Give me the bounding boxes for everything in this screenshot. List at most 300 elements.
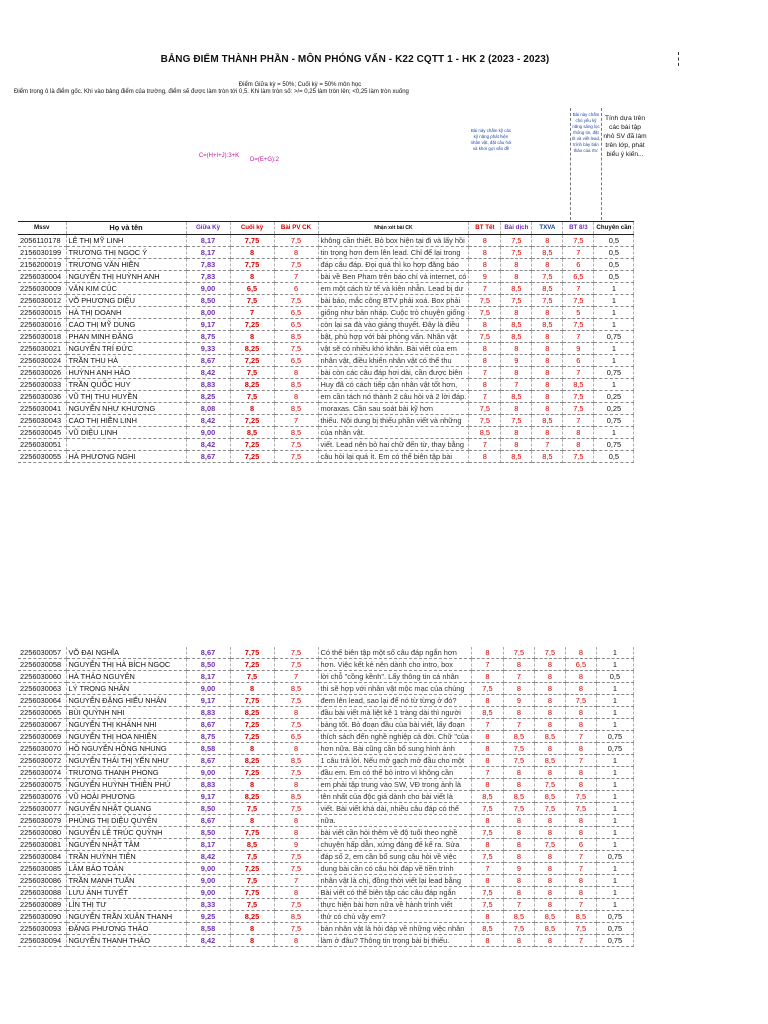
nhan-xet-text: viết. Bài viết khá dài, nhiều câu đáp có thể: [318, 803, 471, 815]
bt-83-score: 8: [565, 719, 596, 731]
student-id: 2256030077: [18, 803, 66, 815]
chuyen-can-score: 0,25: [594, 403, 634, 415]
chuyen-can-score: 1: [596, 827, 633, 839]
chuyen-can-score: 1: [596, 863, 633, 875]
txva-score: 8: [534, 851, 565, 863]
bai-pv-score: 8: [274, 779, 318, 791]
bai-dich-score: 8: [503, 839, 534, 851]
student-name: LÌN THỊ TƯ: [66, 899, 186, 911]
bt-83-score: 7: [565, 755, 596, 767]
table-row: [18, 367, 634, 379]
chuyen-can-score: 1: [596, 839, 633, 851]
student-name: NGUYỄN NHẬT QUANG: [66, 803, 186, 815]
bt-tet-score: 7,5: [471, 683, 503, 695]
chuyen-can-score: 1: [596, 767, 633, 779]
table-row: [18, 259, 634, 271]
giua-ky-score: 8,67: [186, 755, 230, 767]
table-row: [18, 427, 634, 439]
table-row: [18, 247, 634, 259]
giua-ky-score: 9,00: [186, 887, 230, 899]
student-id: 2256030026: [18, 367, 66, 379]
bai-pv-score: 7,5: [274, 695, 318, 707]
student-name: ĐẶNG PHƯƠNG THẢO: [66, 923, 186, 935]
bai-dich-score: 8,5: [501, 319, 532, 331]
table-row: [18, 283, 634, 295]
bai-pv-score: 8,5: [274, 403, 318, 415]
table-row: [18, 923, 633, 935]
bt-83-score: 8: [565, 815, 596, 827]
student-id: 2256030069: [18, 731, 66, 743]
student-id: 2256030088: [18, 887, 66, 899]
txva-score: 8,5: [532, 415, 563, 427]
cuoi-ky-score: 7,25: [230, 863, 274, 875]
table-row: [18, 439, 634, 451]
bai-dich-score: 7,5: [501, 247, 532, 259]
nhan-xet-text: Có thể biên tập một số câu đáp ngắn hơn: [318, 647, 471, 659]
bt-83-score: 7,5: [563, 451, 594, 463]
cuoi-ky-score: 8: [230, 779, 274, 791]
bt-tet-score: 8: [471, 815, 503, 827]
student-name: PHAN MINH ĐĂNG: [66, 331, 186, 343]
chuyen-can-score: 1: [594, 295, 634, 307]
bai-dich-score: 8,5: [501, 391, 532, 403]
bai-dich-score: 8: [503, 683, 534, 695]
bai-dich-score: 8: [503, 779, 534, 791]
student-id: 2256030018: [18, 331, 66, 343]
nhan-xet-text: tên nhất của độc giả dành cho bài viết là: [318, 791, 471, 803]
student-id: 2256030057: [18, 647, 66, 659]
table-row: [18, 743, 633, 755]
txva-score: 8: [534, 815, 565, 827]
txva-score: 8: [534, 659, 565, 671]
bt-83-score: 6: [565, 839, 596, 851]
header-mssv: Mssv: [18, 222, 66, 235]
cuoi-ky-score: 8: [230, 923, 274, 935]
giua-ky-score: 8,42: [186, 367, 230, 379]
giua-ky-score: 9,33: [186, 343, 230, 355]
giua-ky-score: 8,75: [186, 331, 230, 343]
bai-dich-score: 8,5: [501, 451, 532, 463]
bt-tet-score: 8: [471, 731, 503, 743]
student-name: TRƯƠNG VĂN HIỀN: [66, 259, 186, 271]
bt-tet-score: 8,5: [471, 707, 503, 719]
student-name: TRƯƠNG THANH PHONG: [66, 767, 186, 779]
giua-ky-score: 8,83: [186, 379, 230, 391]
giua-ky-score: 9,00: [186, 875, 230, 887]
table-row: [18, 403, 634, 415]
bai-dich-score: 8: [503, 875, 534, 887]
bai-pv-score: 8,5: [274, 379, 318, 391]
bt-83-score: 8: [563, 427, 594, 439]
giua-ky-score: 9,00: [186, 427, 230, 439]
subtitle-weights: Điểm Giữa kỳ = 50%; Cuối kỳ = 50% môn học: [238, 82, 362, 88]
student-id: 2256030079: [18, 815, 66, 827]
student-id: 2256030080: [18, 827, 66, 839]
bai-dich-score: 7,5: [501, 415, 532, 427]
cuoi-ky-score: 7,25: [230, 451, 274, 463]
nhan-xet-text: thử có chủ vậy em?: [318, 911, 471, 923]
student-name: LÂM BẢO TOÀN: [66, 863, 186, 875]
cuoi-ky-score: 7,75: [230, 235, 274, 247]
table-row: [18, 343, 634, 355]
table-row: [18, 755, 633, 767]
nhan-xet-text: tin trọng hơn đem lên lead. Chỉ để lại trong: [318, 247, 469, 259]
student-id: 2256030033: [18, 379, 66, 391]
table-row: [18, 379, 634, 391]
txva-score: 8: [534, 671, 565, 683]
txva-score: 7,5: [534, 647, 565, 659]
txva-score: 8: [532, 259, 563, 271]
chuyen-can-score: 1: [596, 899, 633, 911]
giua-ky-score: 8,33: [186, 899, 230, 911]
chuyen-can-score: 0,75: [594, 415, 634, 427]
table-row: [18, 707, 633, 719]
nhan-xet-text: nữa.: [318, 815, 471, 827]
chuyen-can-score: 1: [596, 659, 633, 671]
bt-tet-score: 7: [469, 283, 501, 295]
student-name: NGUYỄN THỊ HÀ BÍCH NGỌC: [66, 659, 186, 671]
student-name: HÀ THẢO NGUYÊN: [66, 671, 186, 683]
bai-dich-score: 7: [501, 379, 532, 391]
txva-score: 7,5: [532, 271, 563, 283]
cuoi-ky-score: 7,5: [230, 899, 274, 911]
cuoi-ky-score: 7,5: [230, 875, 274, 887]
giua-ky-score: 8,50: [186, 659, 230, 671]
bt-tet-score: 7: [469, 439, 501, 451]
bai-dich-score: 7,5: [503, 803, 534, 815]
student-name: VŨ DIỆU LINH: [66, 427, 186, 439]
bai-dich-score: 7,5: [503, 923, 534, 935]
table-row: [18, 695, 633, 707]
chuyen-can-score: 0,25: [594, 391, 634, 403]
txva-score: 8,5: [534, 791, 565, 803]
txva-score: 8: [534, 887, 565, 899]
txva-score: 8,5: [532, 319, 563, 331]
bt-83-score: 8: [565, 827, 596, 839]
nhan-xet-text: làm ở đâu? Thông tin trọng bài bị thiếu.: [318, 935, 471, 947]
bt-83-score: 7,5: [563, 391, 594, 403]
bt-83-score: 7,5: [563, 235, 594, 247]
bt-83-score: 8: [565, 875, 596, 887]
student-id: 2256030043: [18, 415, 66, 427]
giua-ky-score: 8,42: [186, 439, 230, 451]
txva-score: 8: [534, 719, 565, 731]
txva-score: 8: [534, 935, 565, 947]
nhan-xet-text: bảng tốt. Bỏ đoạn đầu của bài viết, lấy đoạn: [318, 719, 471, 731]
bai-pv-score: 8: [274, 367, 318, 379]
txva-score: 8: [532, 391, 563, 403]
table-row: [18, 683, 633, 695]
cuoi-ky-score: 7,25: [230, 731, 274, 743]
bt-83-score: 8,5: [563, 379, 594, 391]
bai-dich-score: 8,5: [501, 283, 532, 295]
bai-pv-score: 7,5: [274, 851, 318, 863]
bt-tet-score: 7,5: [471, 803, 503, 815]
nhan-xet-text: bài báo, mắc công BTV phải xoá. Box phải: [318, 295, 469, 307]
bt-tet-score: 8,5: [471, 791, 503, 803]
bai-pv-score: 7: [274, 671, 318, 683]
student-name: NGUYỄN THÁI THỊ YẾN NHƯ: [66, 755, 186, 767]
student-name: NGUYỄN ĐẶNG HIẾU NHÂN: [66, 695, 186, 707]
nhan-xet-text: chuyện hấp dẫn, xứng đáng để kể ra. Sửa: [318, 839, 471, 851]
student-id: 2256030060: [18, 671, 66, 683]
student-id: 2256030036: [18, 391, 66, 403]
bai-pv-score: 8: [274, 887, 318, 899]
bt-83-score: 7: [563, 367, 594, 379]
student-name: PHÙNG THỊ DIỆU QUYÊN: [66, 815, 186, 827]
nhan-xet-text: nhân vật là chị, đồng thời viết lại lead bằng: [318, 875, 471, 887]
subtitle-rounding: Điểm trong ô là điểm gốc. Khi vào bảng điểm của trường, điểm sẽ được làm tròn tới 0,5. Khi làm tròn số: >/= 0,25 làm tròn lên; <0,25 làm tròn xuống: [14, 89, 409, 95]
cuoi-ky-score: 7,75: [230, 827, 274, 839]
nhan-xet-text: bài còn các câu đáp hơi dài, cần được biên: [318, 367, 469, 379]
nhan-xet-text: đem lên lead, sao lại để nó từ từng ở đó?: [318, 695, 471, 707]
nhan-xet-text: hơn. Việc kết kẻ nên dành cho intro, box: [318, 659, 471, 671]
student-id: 2256030086: [18, 875, 66, 887]
bai-dich-score: 8: [503, 815, 534, 827]
note-bt-tet: Bài này chấm kỹ các kỹ năng phát hiện nhân vật, đặt câu hỏi và khơi gợi vấn đề: [470, 128, 512, 151]
student-name: [66, 439, 186, 451]
bai-pv-score: 8,5: [274, 755, 318, 767]
bt-tet-score: 7,5: [469, 403, 501, 415]
bai-dich-score: 9: [503, 863, 534, 875]
cuoi-ky-score: 8,25: [230, 343, 274, 355]
bai-pv-score: 7,5: [274, 719, 318, 731]
bt-83-score: 7,5: [565, 695, 596, 707]
chuyen-can-score: 0,5: [594, 235, 634, 247]
student-id: 2256030081: [18, 839, 66, 851]
cuoi-ky-score: 7,25: [230, 355, 274, 367]
txva-score: 8: [534, 707, 565, 719]
txva-score: 8: [534, 683, 565, 695]
bt-83-score: 7,5: [563, 403, 594, 415]
bai-pv-score: 7,5: [274, 343, 318, 355]
student-name: NGUYỄN THANH THẢO: [66, 935, 186, 947]
cuoi-ky-score: 7,25: [230, 659, 274, 671]
nhan-xet-text: bật, phù hợp với bài phỏng vấn. Nhân vật: [318, 331, 469, 343]
formula-c: C=(H+I+J):3+K: [198, 153, 240, 159]
student-name: NGUYỄN NHƯ KHƯƠNG: [66, 403, 186, 415]
giua-ky-score: 8,17: [186, 247, 230, 259]
giua-ky-score: 9,17: [186, 319, 230, 331]
giua-ky-score: 8,50: [186, 295, 230, 307]
chuyen-can-score: 1: [594, 283, 634, 295]
nhan-xet-text: 1 câu trả lời. Nếu mở gạch mở đầu cho một: [318, 755, 471, 767]
bai-dich-score: 7: [503, 719, 534, 731]
cuoi-ky-score: 7,75: [230, 259, 274, 271]
bt-tet-score: 8: [471, 911, 503, 923]
table-row: [18, 295, 634, 307]
txva-score: 7,5: [534, 779, 565, 791]
student-id: 2256030076: [18, 791, 66, 803]
giua-ky-score: 8,58: [186, 743, 230, 755]
student-id: 2256030055: [18, 451, 66, 463]
bt-83-score: 7: [565, 935, 596, 947]
table-row: [18, 779, 633, 791]
table-row: [18, 875, 633, 887]
bai-dich-score: 9: [503, 695, 534, 707]
student-name: HUỲNH ANH HẢO: [66, 367, 186, 379]
student-name: BÙI QUỲNH NHI: [66, 707, 186, 719]
bai-pv-score: 7,5: [274, 259, 318, 271]
giua-ky-score: 9,17: [186, 791, 230, 803]
student-id: 2256030041: [18, 403, 66, 415]
student-id: 2156200019: [18, 259, 66, 271]
nhan-xet-text: vật sẽ có nhiều khó khăn. Bài viết của em: [318, 343, 469, 355]
giua-ky-score: 7,83: [186, 271, 230, 283]
txva-score: 7: [532, 439, 563, 451]
bt-83-score: 7: [565, 731, 596, 743]
bt-tet-score: 8: [469, 343, 501, 355]
student-id: 2256030074: [18, 767, 66, 779]
cuoi-ky-score: 7,5: [230, 295, 274, 307]
cuoi-ky-score: 7,25: [230, 319, 274, 331]
bai-dich-score: 8: [501, 427, 532, 439]
giua-ky-score: 8,42: [186, 935, 230, 947]
bt-tet-score: 7: [469, 367, 501, 379]
txva-score: 8: [534, 863, 565, 875]
bai-dich-score: 8,5: [503, 911, 534, 923]
table-row: [18, 731, 633, 743]
giua-ky-score: 8,67: [186, 451, 230, 463]
chuyen-can-score: 0,75: [596, 923, 633, 935]
student-id: 2256030024: [18, 355, 66, 367]
bt-83-score: 7,5: [565, 803, 596, 815]
table-row: [18, 391, 634, 403]
bt-83-score: 8: [565, 743, 596, 755]
bai-dich-score: 7: [503, 671, 534, 683]
chuyen-can-score: 1: [596, 683, 633, 695]
table-row: [18, 355, 634, 367]
student-name: VĂN KIM CÚC: [66, 283, 186, 295]
student-id: 2256030045: [18, 427, 66, 439]
chuyen-can-score: 0,5: [594, 271, 634, 283]
bai-pv-score: 6,5: [274, 319, 318, 331]
cuoi-ky-score: 7,5: [230, 671, 274, 683]
bt-tet-score: 8: [469, 355, 501, 367]
note-chuyen-can: Tính dựa trên các bài tập nhỏ SV đã làm trên lớp, phát biểu ý kiến...: [603, 115, 647, 158]
bai-pv-score: 8: [274, 827, 318, 839]
bai-dich-score: 8,5: [503, 791, 534, 803]
header-bai-dich: Bài dịch: [501, 222, 532, 235]
txva-score: 8: [532, 331, 563, 343]
bt-tet-score: 8: [471, 779, 503, 791]
txva-score: 8: [532, 403, 563, 415]
bai-dich-score: 7,5: [503, 755, 534, 767]
bt-83-score: 9: [563, 343, 594, 355]
page-break-mark: [678, 52, 679, 66]
giua-ky-score: 8,50: [186, 803, 230, 815]
chuyen-can-score: 1: [596, 779, 633, 791]
chuyen-can-score: 1: [594, 355, 634, 367]
bai-dich-score: 8: [501, 259, 532, 271]
header-nhan-xet: Nhận xét bài CK: [318, 222, 469, 235]
cuoi-ky-score: 8: [230, 935, 274, 947]
bt-83-score: 7: [563, 283, 594, 295]
bt-83-score: 7,5: [565, 923, 596, 935]
giua-ky-score: 8,42: [186, 415, 230, 427]
header-cuoi-ky: Cuối kỳ: [230, 222, 274, 235]
nhan-xet-text: Bài viết có thể biên tập các câu đáp ngắn: [318, 887, 471, 899]
bai-dich-score: 8: [501, 343, 532, 355]
txva-score: 8: [534, 827, 565, 839]
cuoi-ky-score: 7,25: [230, 767, 274, 779]
giua-ky-score: 9,00: [186, 863, 230, 875]
txva-score: 8,5: [532, 451, 563, 463]
bt-tet-score: 8: [469, 235, 501, 247]
txva-score: 8,5: [532, 283, 563, 295]
bai-pv-score: 7,5: [274, 235, 318, 247]
student-id: 2256030093: [18, 923, 66, 935]
bai-pv-score: 6: [274, 283, 318, 295]
student-name: VŨ HOÀI PHƯƠNG: [66, 791, 186, 803]
chuyen-can-score: 1: [596, 719, 633, 731]
student-id: 2256030009: [18, 283, 66, 295]
chuyen-can-score: 1: [596, 707, 633, 719]
bt-83-score: 7: [563, 247, 594, 259]
txva-score: 8: [532, 307, 563, 319]
bt-tet-score: 8: [469, 259, 501, 271]
note-bt-83: Bài này chấm chủ yếu kỹ năng sáng lọc thông tin, đặt tít và viết lead, trình bày bản thảo của SV.: [571, 112, 601, 153]
chuyen-can-score: 0,5: [594, 451, 634, 463]
bt-83-score: 5: [563, 307, 594, 319]
nhan-xet-text: hơn nữa. Bài cũng cần bổ sung hình ảnh: [318, 743, 471, 755]
cuoi-ky-score: 8: [230, 743, 274, 755]
cuoi-ky-score: 8: [230, 815, 274, 827]
bai-pv-score: 7,5: [274, 803, 318, 815]
giua-ky-score: 8,67: [186, 355, 230, 367]
student-name: CAO THỊ MỸ DUNG: [66, 319, 186, 331]
table-row: [18, 887, 633, 899]
header-txva: TXVA: [532, 222, 563, 235]
bai-pv-score: 7,5: [274, 451, 318, 463]
giua-ky-score: 9,00: [186, 767, 230, 779]
student-id: 2256030016: [18, 319, 66, 331]
bt-83-score: 6,5: [563, 271, 594, 283]
bt-tet-score: 7,5: [471, 851, 503, 863]
bai-dich-score: 8: [501, 439, 532, 451]
chuyen-can-score: 1: [594, 379, 634, 391]
nhan-xet-text: đầu bài viết mà liệt kê 1 tràng dài thì người: [318, 707, 471, 719]
student-id: 2256030084: [18, 851, 66, 863]
table-row: [18, 791, 633, 803]
bai-pv-score: 6,5: [274, 307, 318, 319]
bai-pv-score: 7: [274, 415, 318, 427]
table-row: [18, 235, 634, 247]
student-id: 2256030094: [18, 935, 66, 947]
bt-tet-score: 8: [471, 875, 503, 887]
bai-pv-score: 7,5: [274, 295, 318, 307]
giua-ky-score: 8,67: [186, 815, 230, 827]
cuoi-ky-score: 7,75: [230, 887, 274, 899]
giua-ky-score: 8,83: [186, 707, 230, 719]
bt-83-score: 8: [565, 647, 596, 659]
bai-pv-score: 6,5: [274, 731, 318, 743]
bt-83-score: 7,5: [563, 319, 594, 331]
cuoi-ky-score: 8: [230, 247, 274, 259]
bai-pv-score: 7,5: [274, 899, 318, 911]
student-name: NGUYỄN THỊ HOA NHIÊN: [66, 731, 186, 743]
bai-pv-score: 7,5: [274, 767, 318, 779]
cuoi-ky-score: 7,5: [230, 803, 274, 815]
bt-tet-score: 7: [471, 863, 503, 875]
student-name: NGUYỄN TRÍ ĐỨC: [66, 343, 186, 355]
student-name: TRẦN THU HÀ: [66, 355, 186, 367]
nhan-xet-text: giống như bản nháp. Cuộc trò chuyện giống: [318, 307, 469, 319]
nhan-xet-text: bài viết cần hỏi thêm về độ tuổi theo nghề: [318, 827, 471, 839]
giua-ky-score: 8,50: [186, 827, 230, 839]
table-row: [18, 827, 633, 839]
bt-tet-score: 7,5: [469, 331, 501, 343]
